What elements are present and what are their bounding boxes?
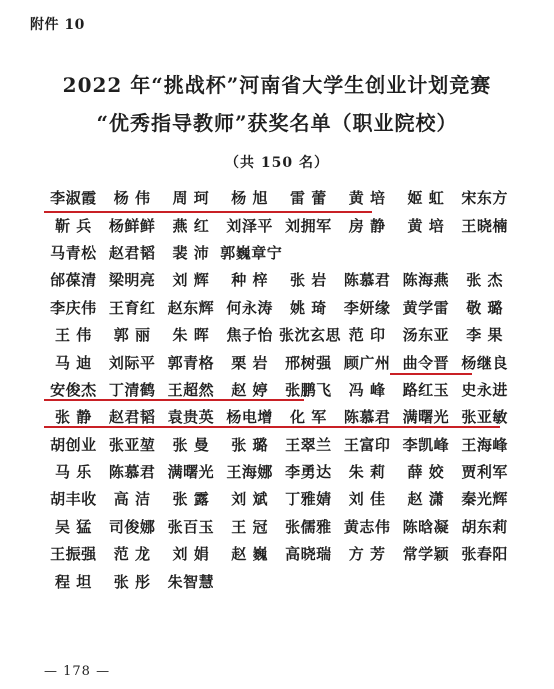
teacher-name: 安俊杰 xyxy=(50,380,97,399)
teacher-name: 王振强 xyxy=(50,545,97,564)
teacher-name: 张 曼 xyxy=(172,435,210,454)
teacher-name: 张 静 xyxy=(55,408,92,427)
teacher-name: 郭 丽 xyxy=(113,326,151,345)
teacher-name: 陈海燕 xyxy=(402,271,450,290)
name-row xyxy=(44,431,514,458)
name-row xyxy=(44,239,514,266)
teacher-name: 陈慕君 xyxy=(343,271,391,290)
teacher-name: 张儒雅 xyxy=(285,517,332,536)
teacher-name: 郭巍章宁 xyxy=(220,243,283,262)
teacher-name: 姚 琦 xyxy=(290,298,327,317)
teacher-name: 胡东莉 xyxy=(461,517,508,536)
teacher-name: 李勇达 xyxy=(285,463,332,482)
teacher-name: 敬 璐 xyxy=(466,298,503,317)
teacher-name: 种 梓 xyxy=(231,271,268,290)
name-row xyxy=(44,458,514,485)
teacher-name: 刘 娟 xyxy=(172,545,210,564)
teacher-name: 袁贵英 xyxy=(167,408,215,427)
teacher-name: 裴 沛 xyxy=(172,243,210,262)
teacher-name: 秦光辉 xyxy=(461,490,508,509)
teacher-name: 黄学雷 xyxy=(402,298,450,317)
teacher-name: 李妍缘 xyxy=(343,298,391,317)
teacher-name: 满曙光 xyxy=(167,463,215,482)
teacher-name: 张 岩 xyxy=(290,271,327,290)
teacher-name: 胡丰收 xyxy=(50,490,97,509)
teacher-name: 姬 虹 xyxy=(407,189,445,208)
teacher-name: 张 露 xyxy=(172,490,210,509)
teacher-name: 杨电增 xyxy=(226,408,273,427)
teacher-name: 雷 蕾 xyxy=(290,189,327,208)
teacher-name: 陈晗凝 xyxy=(402,517,450,536)
teacher-name: 朱智慧 xyxy=(167,572,215,591)
teacher-name: 刘 佳 xyxy=(348,490,386,509)
teacher-name: 赵君韬 xyxy=(108,408,156,427)
teacher-name: 栗 岩 xyxy=(231,353,268,372)
teacher-name: 梁明亮 xyxy=(108,271,156,290)
name-row xyxy=(44,266,514,293)
teacher-name: 房 静 xyxy=(348,216,386,235)
teacher-name: 路红玉 xyxy=(402,380,450,399)
red-underline-row1 xyxy=(44,211,372,213)
teacher-name: 赵 潇 xyxy=(407,490,445,509)
teacher-name: 黄 培 xyxy=(348,189,386,208)
red-underline-row7 xyxy=(44,399,304,401)
teacher-name: 胡创业 xyxy=(50,435,97,454)
teacher-name: 杨鲜鲜 xyxy=(108,216,156,235)
teacher-name: 高 洁 xyxy=(113,490,151,509)
teacher-name: 王海峰 xyxy=(461,435,508,454)
teacher-name: 刘拥军 xyxy=(285,216,332,235)
teacher-name: 刘 斌 xyxy=(231,490,268,509)
name-row xyxy=(44,294,514,321)
teacher-name: 王超然 xyxy=(167,380,215,399)
name-row xyxy=(44,321,514,348)
document-title-line-1: 2022 年“挑战杯”河南省大学生创业计划竞赛 xyxy=(62,73,492,97)
teacher-name: 张亚堃 xyxy=(108,435,156,454)
document-title-line-2: “优秀指导教师”获奖名单（职业院校） xyxy=(96,111,458,135)
teacher-name: 张沈玄思 xyxy=(279,326,342,345)
teacher-name: 刘泽平 xyxy=(226,216,273,235)
award-name-list xyxy=(44,184,514,595)
red-underline-row6a xyxy=(390,373,472,375)
red-underline-row8 xyxy=(44,426,500,428)
teacher-name: 贾利军 xyxy=(461,463,508,482)
teacher-name: 刘 辉 xyxy=(172,271,210,290)
teacher-name: 化 军 xyxy=(290,408,327,427)
teacher-name: 邢树强 xyxy=(285,353,332,372)
teacher-name: 薛 姣 xyxy=(407,463,445,482)
teacher-name: 张 杰 xyxy=(466,271,503,290)
teacher-name: 张鹏飞 xyxy=(285,380,332,399)
teacher-name: 程 坦 xyxy=(55,572,92,591)
teacher-name: 郭青格 xyxy=(167,353,215,372)
teacher-name: 赵君韬 xyxy=(108,243,156,262)
teacher-name: 范 龙 xyxy=(113,545,151,564)
teacher-name: 王 伟 xyxy=(55,326,92,345)
teacher-name: 丁雅婧 xyxy=(285,490,332,509)
name-row xyxy=(44,540,514,567)
teacher-name: 王育红 xyxy=(108,298,156,317)
teacher-name: 杨 伟 xyxy=(113,189,151,208)
teacher-name: 刘际平 xyxy=(108,353,156,372)
teacher-name: 朱 晖 xyxy=(172,326,210,345)
teacher-name: 周 珂 xyxy=(172,189,210,208)
name-row xyxy=(44,513,514,540)
teacher-name: 李庆伟 xyxy=(50,298,97,317)
teacher-name: 张春阳 xyxy=(461,545,508,564)
teacher-name: 王翠兰 xyxy=(285,435,332,454)
teacher-name: 赵 巍 xyxy=(231,545,268,564)
teacher-name: 司俊娜 xyxy=(108,517,156,536)
name-row xyxy=(44,184,514,211)
teacher-name: 张 彤 xyxy=(113,572,151,591)
teacher-name: 顾广州 xyxy=(343,353,391,372)
name-row xyxy=(44,485,514,512)
teacher-name: 吴 猛 xyxy=(55,517,92,536)
teacher-name: 马 迪 xyxy=(55,353,92,372)
teacher-name: 黄志伟 xyxy=(343,517,391,536)
teacher-name: 陈慕君 xyxy=(343,408,391,427)
teacher-name: 杨继良 xyxy=(461,353,508,372)
teacher-name: 李凯峰 xyxy=(402,435,450,454)
teacher-name: 宋东方 xyxy=(461,189,508,208)
teacher-name: 陈慕君 xyxy=(108,463,156,482)
teacher-name: 王海娜 xyxy=(226,463,273,482)
name-row xyxy=(44,211,514,238)
name-row xyxy=(44,348,514,375)
teacher-name: 冯 峰 xyxy=(348,380,386,399)
teacher-name: 张 璐 xyxy=(231,435,268,454)
teacher-name: 焦子怡 xyxy=(226,326,273,345)
teacher-name: 赵东辉 xyxy=(167,298,215,317)
teacher-name: 李淑霞 xyxy=(50,189,97,208)
teacher-name: 王富印 xyxy=(343,435,391,454)
teacher-name: 王 冠 xyxy=(231,517,268,536)
teacher-name: 马青松 xyxy=(50,243,97,262)
teacher-name: 高晓瑞 xyxy=(285,545,332,564)
teacher-name: 史永进 xyxy=(461,380,508,399)
teacher-name: 张亚敏 xyxy=(461,408,508,427)
teacher-name: 杨 旭 xyxy=(231,189,268,208)
teacher-name: 靳 兵 xyxy=(55,216,92,235)
teacher-name: 王晓楠 xyxy=(461,216,508,235)
award-count: （共 150 名） xyxy=(225,155,329,171)
teacher-name: 范 印 xyxy=(348,326,386,345)
teacher-name: 张百玉 xyxy=(167,517,215,536)
teacher-name: 赵 婷 xyxy=(231,380,268,399)
teacher-name: 邰葆清 xyxy=(50,271,97,290)
teacher-name: 李 果 xyxy=(466,326,503,345)
attachment-label: 附件 10 xyxy=(30,17,85,33)
teacher-name: 黄 培 xyxy=(407,216,445,235)
teacher-name: 曲令晋 xyxy=(402,353,450,372)
teacher-name: 汤东亚 xyxy=(402,326,450,345)
page-number-footer: — 178 — xyxy=(44,664,111,679)
name-row xyxy=(44,567,514,594)
teacher-name: 常学颖 xyxy=(402,545,450,564)
teacher-name: 何永涛 xyxy=(226,298,273,317)
teacher-name: 马 乐 xyxy=(55,463,92,482)
teacher-name: 丁清鹤 xyxy=(108,380,156,399)
teacher-name: 方 芳 xyxy=(348,545,386,564)
teacher-name: 满曙光 xyxy=(402,408,450,427)
teacher-name: 朱 莉 xyxy=(348,463,386,482)
teacher-name: 燕 红 xyxy=(172,216,210,235)
